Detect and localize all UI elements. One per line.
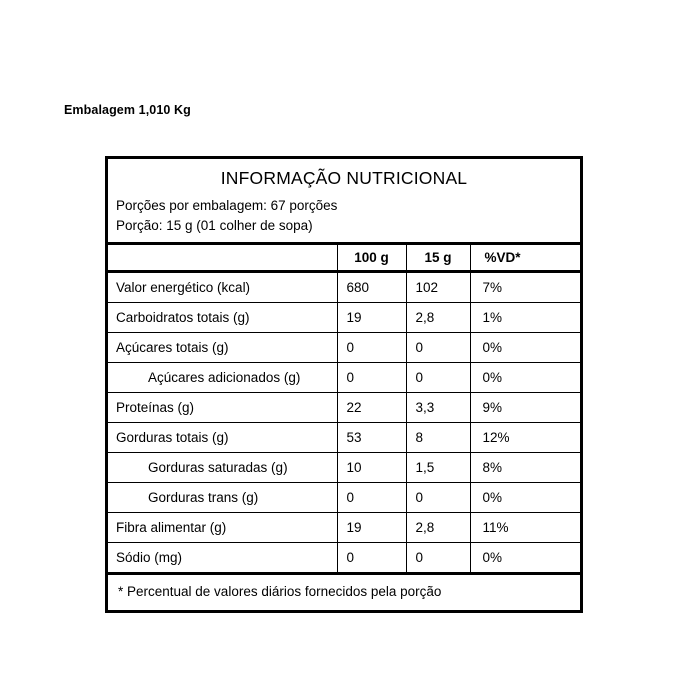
- row-nutrient-name: Gorduras totais (g): [108, 423, 337, 453]
- row-value-per-serving: 0: [406, 333, 470, 363]
- row-value-per-serving: 0: [406, 363, 470, 393]
- row-value-per-100g: 10: [337, 453, 406, 483]
- nutrition-panel-title: INFORMAÇÃO NUTRICIONAL: [220, 168, 468, 188]
- table-row: [108, 483, 580, 513]
- row-value-per-100g: 53: [337, 423, 406, 453]
- row-nutrient-name: Valor energético (kcal): [108, 272, 337, 303]
- row-value-vd: 8%: [470, 453, 580, 483]
- nutrition-facts-panel: [105, 156, 583, 613]
- package-weight-label: Embalagem 1,010 Kg: [64, 103, 191, 117]
- row-value-per-100g: 19: [337, 303, 406, 333]
- row-value-per-100g: 0: [337, 483, 406, 513]
- row-value-per-serving: 2,8: [406, 513, 470, 543]
- table-row: [108, 303, 580, 333]
- row-nutrient-name: Fibra alimentar (g): [108, 513, 337, 543]
- row-value-per-100g: 0: [337, 363, 406, 393]
- row-value-per-serving: 2,8: [406, 303, 470, 333]
- row-value-per-serving: 102: [406, 272, 470, 303]
- row-value-per-serving: 1,5: [406, 453, 470, 483]
- row-nutrient-name: Açúcares totais (g): [108, 333, 337, 363]
- table-row: [108, 423, 580, 453]
- column-header-per-100g: 100 g: [337, 244, 406, 272]
- table-row: [108, 513, 580, 543]
- row-nutrient-name: Proteínas (g): [108, 393, 337, 423]
- servings-per-package: Porções por embalagem: 67 porções: [116, 198, 338, 213]
- row-value-vd: 1%: [470, 303, 580, 333]
- row-value-per-serving: 3,3: [406, 393, 470, 423]
- row-value-vd: 12%: [470, 423, 580, 453]
- row-value-per-100g: 0: [337, 333, 406, 363]
- table-row: [108, 272, 580, 303]
- row-nutrient-name: Gorduras saturadas (g): [108, 453, 337, 483]
- row-value-per-100g: 22: [337, 393, 406, 423]
- nutrition-footnote: * Percentual de valores diários fornecidos pela porção: [118, 584, 442, 600]
- row-nutrient-name: Carboidratos totais (g): [108, 303, 337, 333]
- nutrition-table-body: [108, 272, 580, 574]
- row-nutrient-name: Sódio (mg): [108, 543, 337, 574]
- row-nutrient-name: Açúcares adicionados (g): [108, 363, 337, 393]
- row-value-vd: 0%: [470, 333, 580, 363]
- table-row: [108, 333, 580, 363]
- nutrition-table-header: [108, 244, 580, 272]
- row-value-per-100g: 19: [337, 513, 406, 543]
- row-nutrient-name: Gorduras trans (g): [108, 483, 337, 513]
- column-header-vd: %VD*: [470, 244, 580, 272]
- column-header-per-serving: 15 g: [406, 244, 470, 272]
- row-value-vd: 11%: [470, 513, 580, 543]
- row-value-per-100g: 0: [337, 543, 406, 574]
- row-value-per-100g: 680: [337, 272, 406, 303]
- table-row: [108, 393, 580, 423]
- row-value-per-serving: 0: [406, 483, 470, 513]
- row-value-vd: 0%: [470, 483, 580, 513]
- row-value-per-serving: 0: [406, 543, 470, 574]
- table-header-row: [108, 244, 580, 272]
- row-value-per-serving: 8: [406, 423, 470, 453]
- serving-info: [108, 196, 580, 242]
- table-row: [108, 543, 580, 574]
- row-value-vd: 9%: [470, 393, 580, 423]
- column-header-nutrient: [108, 244, 337, 272]
- table-row: [108, 453, 580, 483]
- nutrition-table: [108, 242, 580, 575]
- table-row: [108, 363, 580, 393]
- serving-size: Porção: 15 g (01 colher de sopa): [116, 218, 313, 234]
- row-value-vd: 0%: [470, 363, 580, 393]
- row-value-vd: 0%: [470, 543, 580, 574]
- row-value-vd: 7%: [470, 272, 580, 303]
